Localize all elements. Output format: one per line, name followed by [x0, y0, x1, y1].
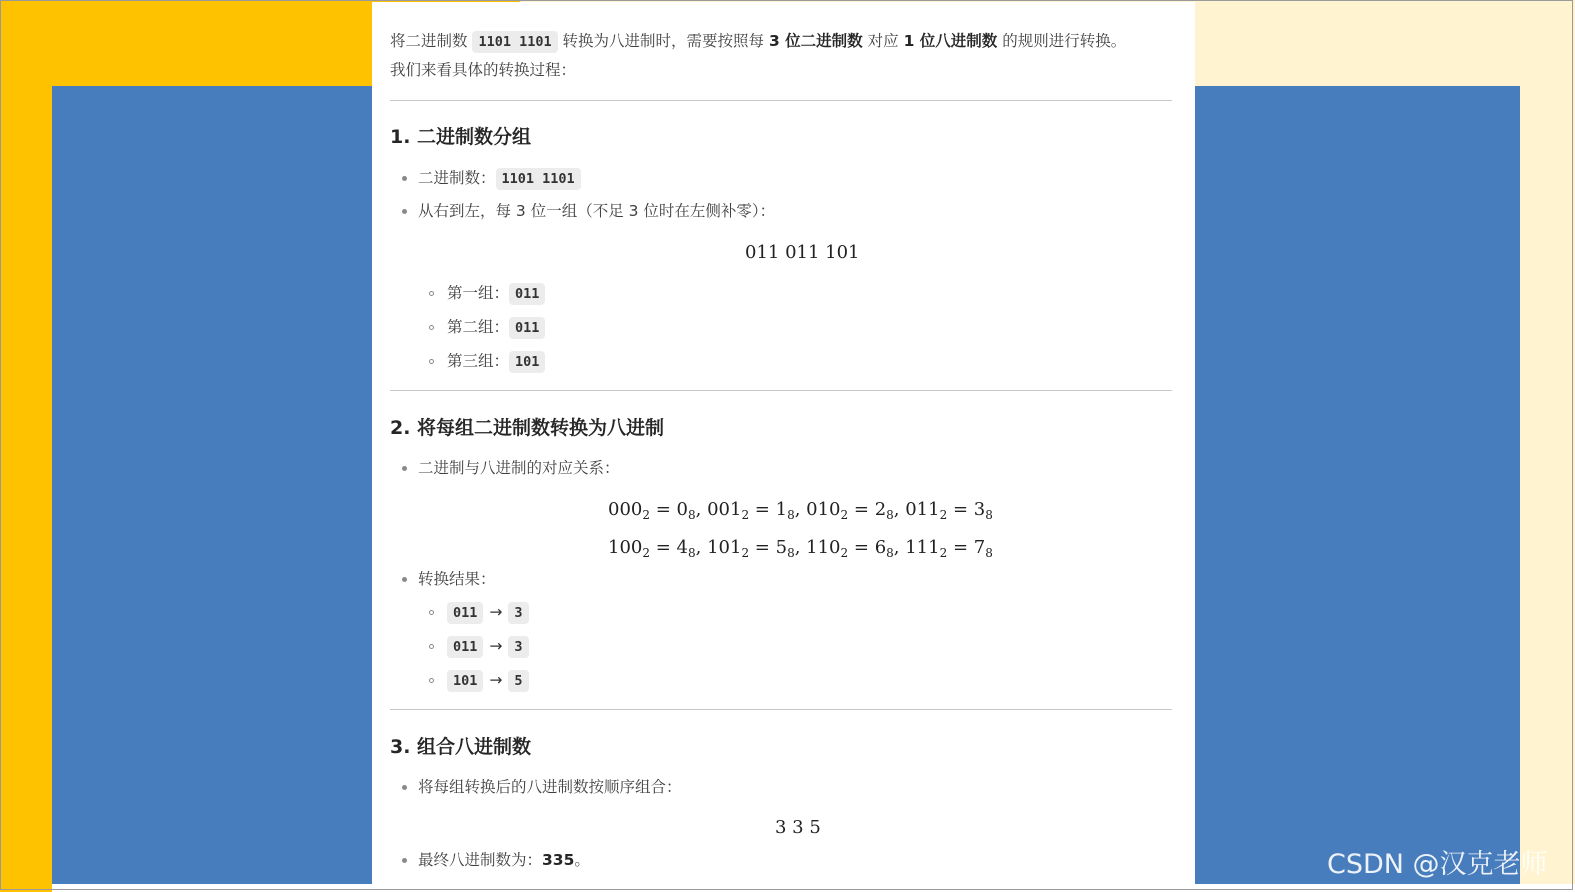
mapping-term: $001_2 = 1_8$, [707, 499, 807, 522]
inline-code: 011 [447, 602, 483, 624]
mapping-term: $101_2 = 5_8$, [707, 537, 807, 560]
list-item: 将每组转换后的八进制数按顺序组合： [418, 778, 682, 796]
intro-text: 转换为八进制时，需要按照每 [562, 32, 765, 50]
intro-text: 将二进制数 [390, 32, 468, 50]
inline-code: 1101 1101 [496, 168, 581, 190]
mapping-term: $110_2 = 6_8$, [806, 537, 906, 560]
inline-code: 3 [508, 602, 528, 624]
list-item: 转换结果： [418, 570, 496, 588]
result-item [447, 669, 529, 692]
arrow-icon: → [489, 603, 503, 621]
bullet-dot [402, 858, 407, 863]
section-heading: 3. 组合八进制数 [390, 736, 532, 758]
final-punct: 。 [574, 851, 590, 869]
final-label: 最终八进制数为： [418, 851, 543, 869]
background-blue-left-panel [52, 86, 382, 886]
divider [390, 390, 1172, 391]
inline-code: 5 [508, 670, 528, 692]
group-label: 第一组： [447, 284, 510, 302]
group-label: 第三组： [447, 352, 510, 370]
document-panel [372, 2, 1195, 884]
list-item: 从右到左，每 3 位一组（不足 3 位时在左侧补零）： [418, 202, 776, 220]
final-value: 335 [542, 851, 575, 869]
intro-text: 对应 [867, 32, 899, 50]
list-item-nested [447, 282, 545, 305]
inline-code: 011 [509, 283, 545, 305]
inline-code: 1101 1101 [472, 31, 557, 53]
list-item-label: 二进制数： [418, 169, 496, 187]
mapping-term: $000_2 = 0_8$, [608, 499, 708, 522]
inline-code: 011 [447, 636, 483, 658]
bullet-circle [429, 678, 434, 683]
inline-code: 101 [509, 351, 545, 373]
bullet-dot [402, 209, 407, 214]
intro-paragraph-2: 我们来看具体的转换过程： [390, 61, 577, 79]
list-item: 二进制与八进制的对应关系： [418, 459, 620, 477]
inline-code: 3 [508, 636, 528, 658]
list-item [418, 167, 581, 190]
background-bottom-yellow [0, 884, 52, 892]
bullet-dot [402, 176, 407, 181]
watermark: CSDN @汉克老师 [1327, 849, 1548, 880]
bullet-circle [429, 610, 434, 615]
list-item [418, 849, 590, 871]
list-item-nested [447, 350, 545, 373]
bullet-circle [429, 359, 434, 364]
section-heading: 2. 将每组二进制数转换为八进制 [390, 417, 665, 439]
intro-text: 的规则进行转换。 [1002, 32, 1127, 50]
inline-code: 011 [509, 317, 545, 339]
bullet-circle [429, 325, 434, 330]
mapping-term: $010_2 = 2_8$, [806, 499, 906, 522]
bullet-circle [429, 644, 434, 649]
divider [390, 709, 1172, 710]
result-item [447, 635, 529, 658]
bullet-dot [402, 577, 407, 582]
background-blue-right-panel [1190, 86, 1520, 886]
math-combined: 3 3 5 [775, 817, 821, 838]
list-item-nested [447, 316, 545, 339]
group-label: 第二组： [447, 318, 510, 336]
section-heading: 1. 二进制数分组 [390, 126, 532, 148]
bullet-circle [429, 291, 434, 296]
bullet-dot [402, 466, 407, 471]
result-item [447, 601, 529, 624]
background-bottom-strip [0, 884, 1575, 892]
math-grouped: 011 011 101 [745, 242, 860, 263]
bullet-dot [402, 785, 407, 790]
mapping-term: $011_2 = 3_8$ [905, 499, 993, 522]
arrow-icon: → [489, 671, 503, 689]
intro-paragraph [390, 30, 1126, 53]
divider [390, 100, 1172, 101]
inline-code: 101 [447, 670, 483, 692]
bold-text: 1 位八进制数 [903, 32, 998, 50]
math-mapping-row-2 [608, 537, 993, 560]
math-mapping-row-1 [608, 499, 993, 522]
bold-text: 3 位二进制数 [769, 32, 863, 50]
mapping-term: $100_2 = 4_8$, [608, 537, 708, 560]
mapping-term: $111_2 = 7_8$ [905, 537, 993, 560]
arrow-icon: → [489, 637, 503, 655]
